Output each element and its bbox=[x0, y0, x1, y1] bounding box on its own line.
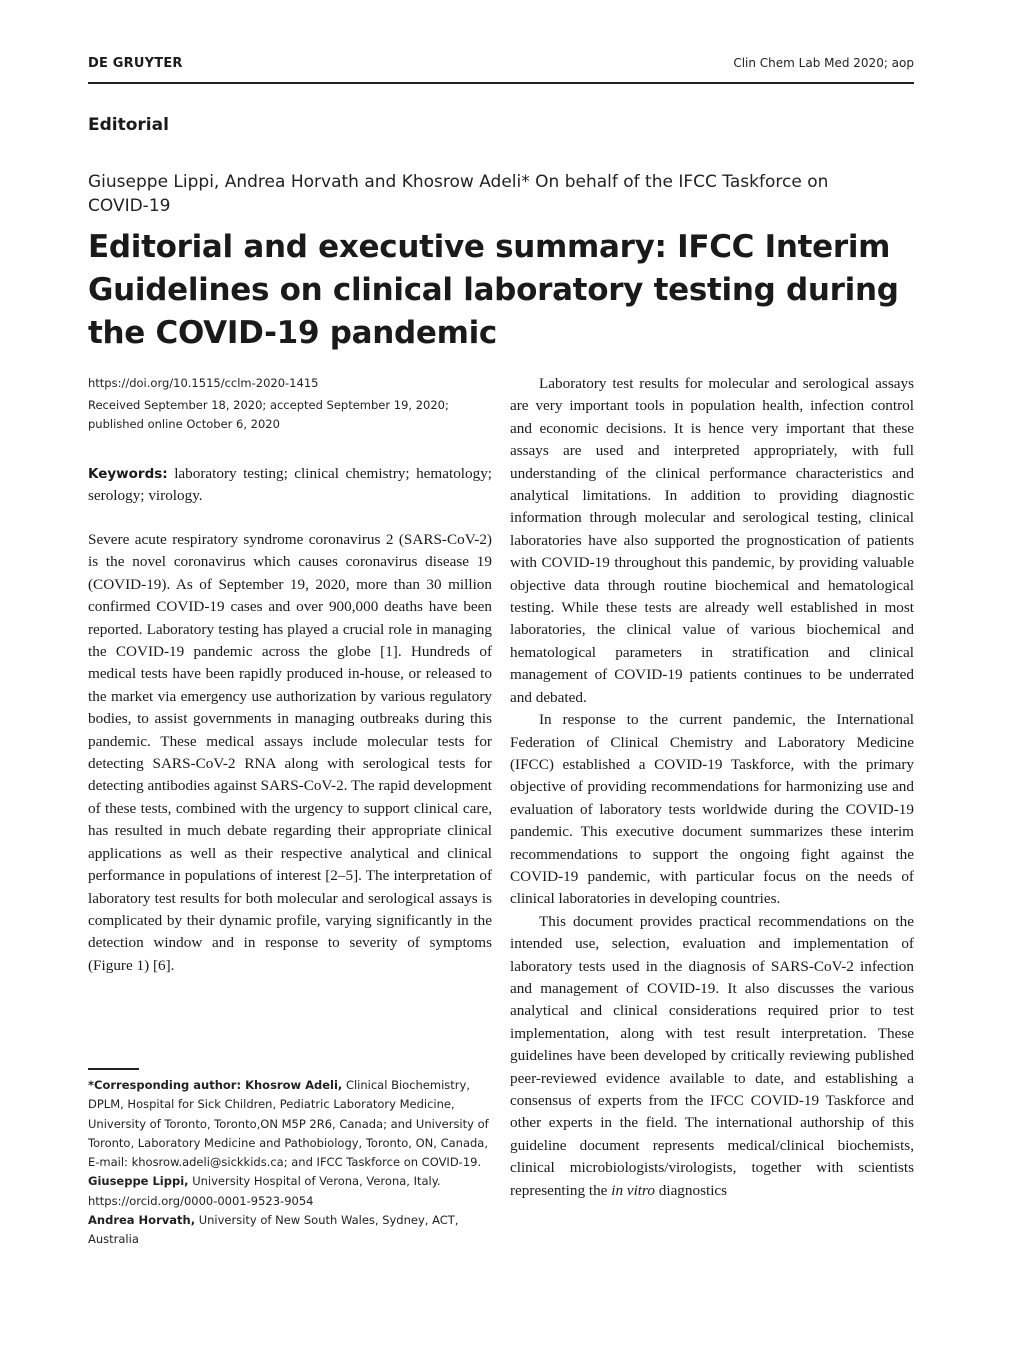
footnote-text: University Hospital of Verona, Verona, Italy. https://orcid.org/0000-0001-9523-9054 bbox=[88, 1174, 441, 1208]
body-paragraph bbox=[510, 911, 914, 1202]
footnote-text: University of New South Wales, Sydney, ACT, Australia bbox=[88, 1213, 459, 1247]
keywords-text: laboratory testing; clinical chemistry; hematology; serology; virology. bbox=[88, 465, 493, 505]
body-paragraph: Laboratory test results for molecular and serological assays are very important tools in population health, infection control and economic decisions. It is hence very important that these assays are used and interpreted appropriately, with full understanding of the clinical performance characteristics and analytical limitations. In addition to providing diagnostic information through molecular and serological testing, clinical laboratories have also supported the prognostication of patients with COVID-19 throughout this pandemic, by providing valuable objective data through routine biochemical and hematological testing. While these tests are already well established in most laboratories, the clinical value of various biochemical and hematological parameters in stratification and clinical management of COVID-19 patients continues to be underrated and debated. bbox=[510, 375, 914, 706]
paragraph-text: diagnostics bbox=[658, 1181, 728, 1199]
left-column-body bbox=[88, 529, 492, 977]
paragraph-text: This document provides practical recommendations on the intended use, selection, evaluation and implementation of laboratory tests used in the diagnosis of SARS-CoV-2 infection and management of COVID-19. It also discusses the various analytical and clinical considerations required prior to test implementation, along with test result interpretation. These guidelines have been developed by critically reviewing published peer-reviewed evidence available to date, and establishing a consensus of experts from the IFCC COVID-19 Taskforce and other experts in the field. The international authorship of this guideline document represents medical/clinical biochemists, clinical microbiologists/virologists, together with scientists representing the bbox=[510, 912, 914, 1199]
body-paragraph: Severe acute respiratory syndrome coronavirus 2 (SARS-CoV-2) is the novel coronavirus which causes coronavirus disease 19 (COVID-19). As of September 19, 2020, more than 30 million confirmed COVID-19 cases and over 900,000 deaths have been reported. Laboratory testing has played a crucial role in managing the COVID-19 pandemic across the globe [1]. Hundreds of medical tests have been rapidly produced in-house, or released to the market via emergency use authorization by various regulatory bodies, to assist governments in managing outbreaks during this pandemic. These medical assays include molecular tests for detecting SARS-CoV-2 RNA along with serological tests for detecting antibodies against SARS-CoV-2. The rapid development of these tests, combined with the urgency to support clinical care, has resulted in much debate regarding their appropriate clinical applications as well as their respective analytical and clinical performance in populations of interest [2–5]. The interpretation of laboratory test results for both molecular and serological assays is complicated by their dynamic profile, varying significantly in the detection window and in response to severity of symptoms (Figure 1) [6]. bbox=[88, 531, 492, 974]
footnote-corresponding-author bbox=[88, 1076, 492, 1172]
keywords bbox=[88, 463, 492, 508]
footnote-label: *Corresponding author: Khosrow Adeli, bbox=[88, 1078, 343, 1092]
author-list: Giuseppe Lippi, Andrea Horvath and Khosrow Adeli* On behalf of the IFCC Taskforce on COVID-19 bbox=[88, 172, 829, 216]
footnote-label: Andrea Horvath, bbox=[88, 1213, 196, 1228]
doi-link[interactable]: https://doi.org/10.1515/cclm-2020-1415 bbox=[88, 376, 319, 390]
footnote-rule bbox=[88, 1068, 139, 1070]
body-paragraph: In response to the current pandemic, the International Federation of Clinical Chemistry and Laboratory Medicine (IFCC) established a COVID-19 Taskforce, with the primary objective of providing recommendations for harmonizing use and evaluation of laboratory tests worldwide during the COVID-19 pandemic. This executive document summarizes these interim recommendations to support the ongoing fight against the COVID-19 pandemic, with particular focus on the needs of clinical laboratories in developing countries. bbox=[510, 711, 914, 908]
footnote-lippi bbox=[88, 1172, 492, 1211]
publisher-name: DE GRUYTER bbox=[88, 56, 183, 71]
footnote-text: Clinical Biochemistry, DPLM, Hospital for Sick Children, Pediatric Laboratory Medicine, University of Toronto, Toronto,ON M5P 2R6, Canada; and University of Toronto, Laboratory Medicine and Pathobiology, Toronto, ON, Canada, E-mail: khosrow.adeli@sickkids.ca; and IFCC Taskforce on COVID-19. bbox=[88, 1078, 489, 1170]
footnote-label: Giuseppe Lippi, bbox=[88, 1174, 189, 1189]
right-column-body bbox=[510, 373, 914, 1202]
author-footnotes bbox=[88, 1076, 492, 1250]
footnote-horvath bbox=[88, 1211, 492, 1250]
italic-term: in vitro bbox=[611, 1181, 655, 1199]
article-title: Editorial and executive summary: IFCC Interim Guidelines on clinical laboratory testing during the COVID-19 pandemic bbox=[88, 229, 899, 351]
keywords-label: Keywords: bbox=[88, 466, 168, 482]
section-label: Editorial bbox=[88, 115, 169, 135]
publication-dates: Received September 18, 2020; accepted September 19, 2020; published online October 6, 2020 bbox=[88, 398, 449, 431]
journal-citation: Clin Chem Lab Med 2020; aop bbox=[733, 56, 914, 70]
header-rule bbox=[88, 82, 914, 84]
